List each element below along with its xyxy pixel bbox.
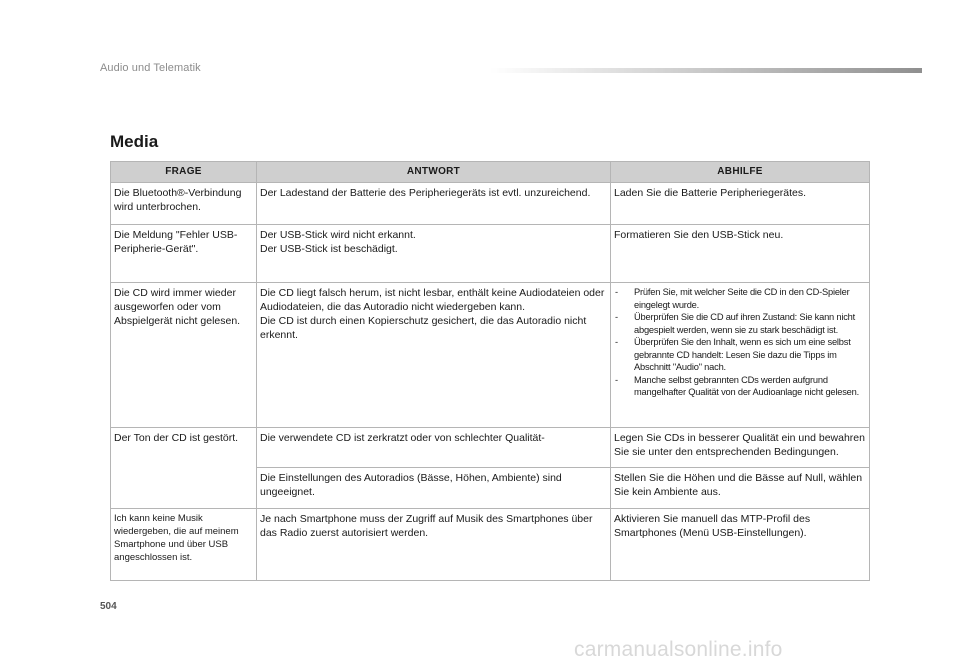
section-title: Media (110, 132, 159, 151)
cell-antwort (257, 283, 611, 428)
cell-antwort: Die Einstellungen des Autoradios (Bässe, Höhen, Ambiente) sind ungeeignet. (257, 468, 611, 509)
watermark: carmanualsonline.info (574, 638, 783, 661)
header-divider (490, 68, 922, 73)
table-row (111, 183, 870, 225)
column-header-frage: FRAGE (111, 162, 257, 183)
antwort-line: Der USB-Stick wird nicht erkannt. (260, 229, 416, 241)
cell-abhilfe (611, 283, 870, 428)
page-number: 504 (100, 601, 117, 612)
header-title: Audio und Telematik (100, 62, 201, 74)
cell-abhilfe: Laden Sie die Batterie Peripheriegerätes. (611, 183, 870, 225)
cell-abhilfe: Legen Sie CDs in besserer Qualität ein und bewahren Sie sie unter den entsprechenden Bedingungen. (611, 428, 870, 468)
cell-abhilfe: Aktivieren Sie manuell das MTP-Profil des Smartphones (Menü USB-Einstellungen). (611, 509, 870, 581)
list-item: - Überprüfen Sie die CD auf ihren Zustand: Sie kann nicht abgespielt werden, wenn sie zu stark beschädigt ist. (615, 312, 856, 335)
list-item: - Überprüfen Sie den Inhalt, wenn es sich um eine selbst gebrannte CD handelt: Lesen Sie dazu die Tipps im Abschnitt "Audio" nach. (615, 337, 851, 372)
table-row (111, 283, 870, 428)
antwort-line: Die CD ist durch einen Kopierschutz gesichert, die das Autoradio nicht erkennt. (260, 315, 587, 341)
cell-antwort: Die verwendete CD ist zerkratzt oder von schlechter Qualität- (257, 428, 611, 468)
cell-frage: Ich kann keine Musik wiedergeben, die auf meinem Smartphone und über USB angeschlossen ist. (111, 509, 257, 581)
cell-frage: Der Ton der CD ist gestört. (111, 428, 257, 509)
table-header-row (111, 162, 870, 183)
cell-frage: Die Bluetooth®-Verbindung wird unterbrochen. (111, 183, 257, 225)
abhilfe-list (614, 286, 866, 399)
column-header-antwort: ANTWORT (257, 162, 611, 183)
cell-antwort: Der Ladestand der Batterie des Peripheriegeräts ist evtl. unzureichend. (257, 183, 611, 225)
column-header-abhilfe: ABHILFE (611, 162, 870, 183)
list-item: - Prüfen Sie, mit welcher Seite die CD in den CD-Spieler eingelegt wurde. (615, 287, 850, 310)
cell-abhilfe: Formatieren Sie den USB-Stick neu. (611, 225, 870, 283)
table-row (111, 225, 870, 283)
table-row (111, 428, 870, 468)
list-item: - Manche selbst gebrannten CDs werden aufgrund mangelhafter Qualität von der Audioanlage nicht gelesen. (615, 374, 859, 397)
cell-antwort: Je nach Smartphone muss der Zugriff auf Musik des Smartphones über das Radio zuerst autorisiert werden. (257, 509, 611, 581)
cell-frage: Die Meldung "Fehler USB-Peripherie-Gerät". (111, 225, 257, 283)
media-faq-table (110, 161, 870, 581)
antwort-line: Die CD liegt falsch herum, ist nicht lesbar, enthält keine Audiodateien oder Audiodateien, die das Autoradio nicht wiedergeben kann. (260, 287, 605, 313)
cell-antwort (257, 225, 611, 283)
table-row (111, 509, 870, 581)
cell-abhilfe: Stellen Sie die Höhen und die Bässe auf Null, wählen Sie kein Ambiente aus. (611, 468, 870, 509)
cell-frage: Die CD wird immer wieder ausgeworfen oder vom Abspielgerät nicht gelesen. (111, 283, 257, 428)
antwort-line: Der USB-Stick ist beschädigt. (260, 243, 398, 255)
